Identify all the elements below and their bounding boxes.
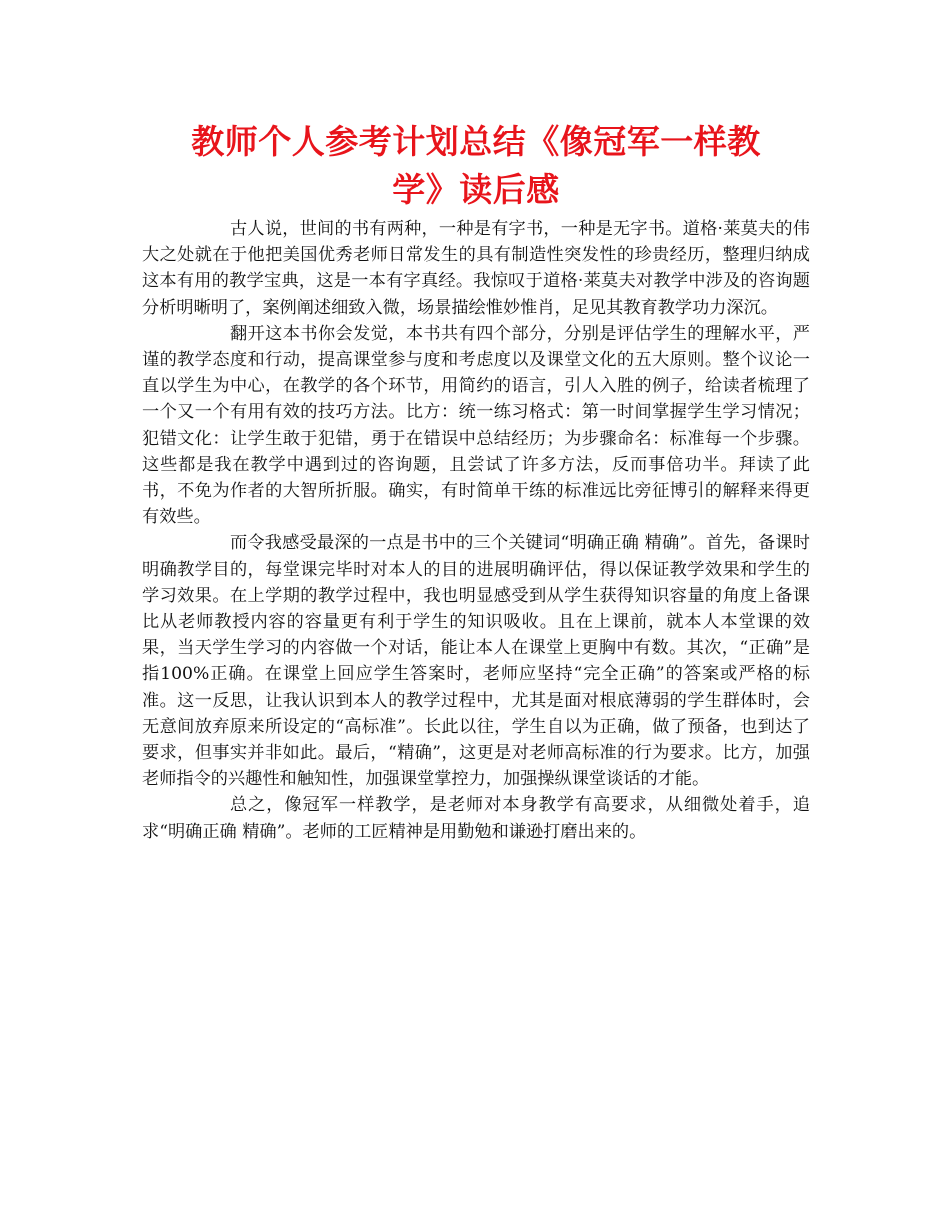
document-page — [142, 118, 810, 845]
paragraph-3: 而令我感受最深的一点是书中的三个关键词“明确正确 精确”。首先，备课时明确教学目的，每堂课完毕时对本人的目的进展明确评估，得以保证教学效果和学生的学习效果。在上学期的教学过程中，我也明显感受到从学生获得知识容量的角度上备课比从老师教授内容的容量更有利于学生的知识吸收。且在上课前，就本人本堂课的效果，当天学生学习的内容做一个对话，能让本人在课堂上更胸中有数。其次，“正确”是指100%正确。在课堂上回应学生答案时，老师应坚持“完全正确”的答案或严格的标准。这一反思，让我认识到本人的教学过程中，尤其是面对根底薄弱的学生群体时，会无意间放弃原来所设定的“高标准”。长此以往，学生自以为正确，做了预备，也到达了要求，但事实并非如此。最后，“精确”，这更是对老师高标准的行为要求。比方，加强老师指令的兴趣性和触知性，加强课堂掌控力，加强操纵课堂谈话的才能。 — [142, 533, 810, 790]
document-title — [142, 118, 810, 214]
paragraph-1: 古人说，世间的书有两种，一种是有字书，一种是无字书。道格·莱莫夫的伟大之处就在于他把美国优秀老师日常发生的具有制造性突发性的珍贵经历，整理归纳成这本有用的教学宝典，这是一本有字真经。我惊叹于道格·莱莫夫对教学中涉及的咨询题分析明晰明了，案例阐述细致入微，场景描绘惟妙惟肖，足见其教育教学功力深沉。 — [142, 219, 810, 318]
title-line-1: 教师个人参考计划总结《像冠军一样教 — [191, 122, 761, 161]
paragraph-4: 总之，像冠军一样教学，是老师对本身教学有高要求，从细微处着手，追求“明确正确 精确”。老师的工匠精神是用勤勉和谦逊打磨出来的。 — [142, 795, 810, 842]
title-line-2: 学》读后感 — [392, 170, 560, 209]
paragraph-2: 翻开这本书你会发觉，本书共有四个部分，分别是评估学生的理解水平，严谨的教学态度和行动，提高课堂参与度和考虑度以及课堂文化的五大原则。整个议论一直以学生为中心，在教学的各个环节，用简约的语言，引人入胜的例子，给读者梳理了一个又一个有用有效的技巧方法。比方：统一练习格式：第一时间掌握学生学习情况；犯错文化：让学生敢于犯错，勇于在错误中总结经历；为步骤命名：标准每一个步骤。这些都是我在教学中遇到过的咨询题，且尝试了许多方法，反而事倍功半。拜读了此书，不免为作者的大智所折服。确实，有时简单干练的标准远比旁征博引的解释来得更有效些。 — [142, 323, 810, 528]
document-body — [142, 216, 810, 845]
